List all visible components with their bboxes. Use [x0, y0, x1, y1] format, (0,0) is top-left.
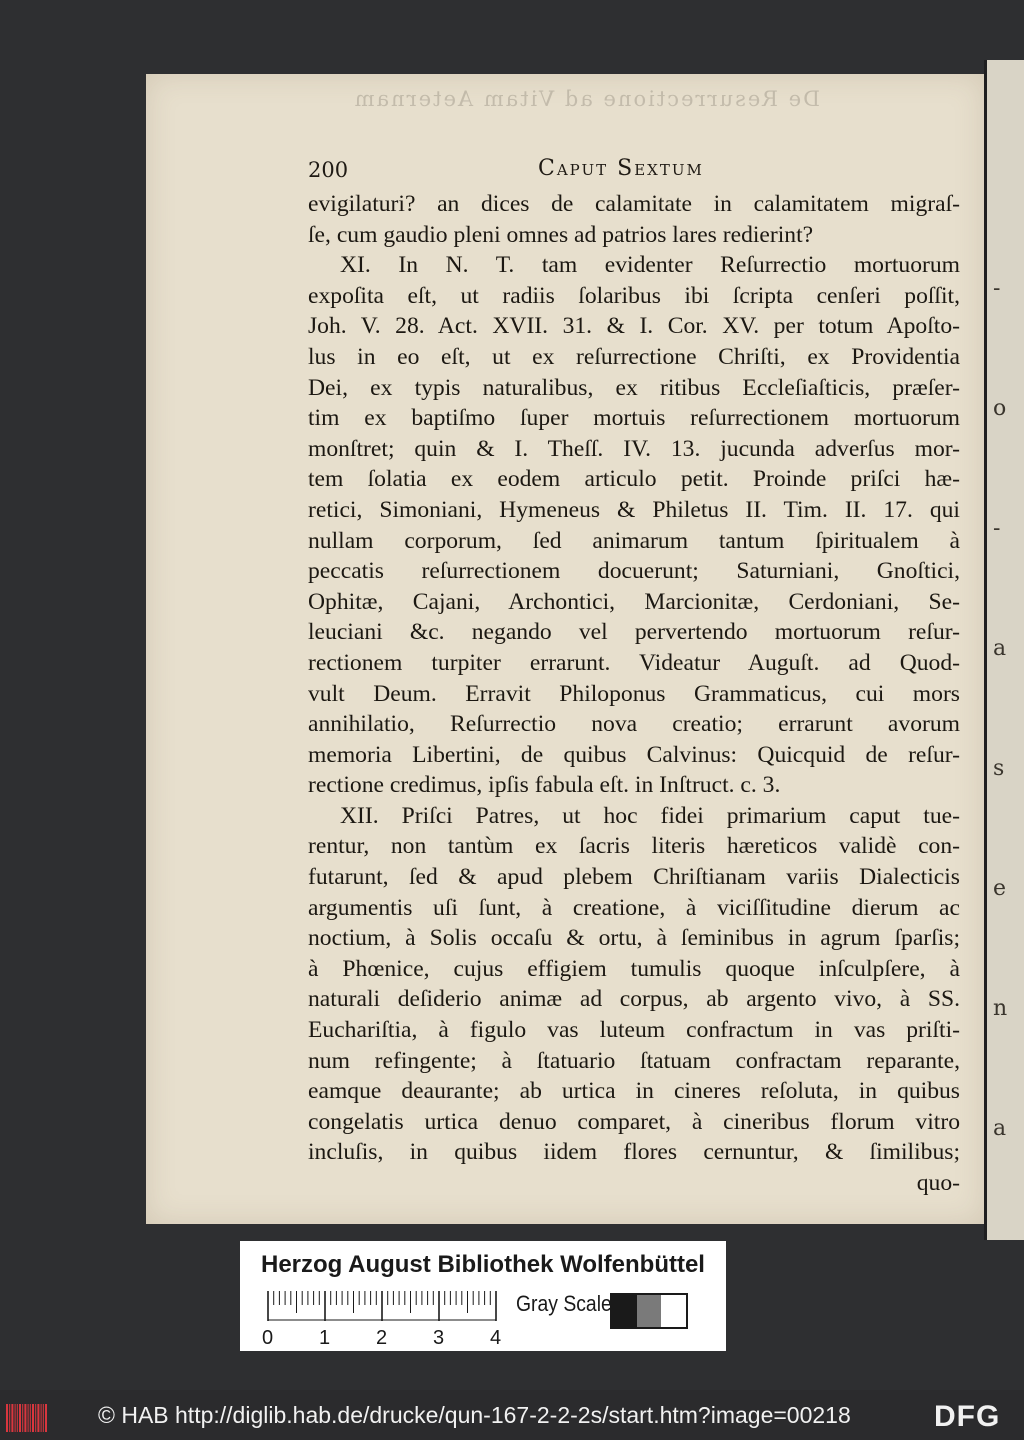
facing-page-fragment: - [993, 276, 1001, 301]
chapter-title: Caput Sextum [538, 156, 704, 181]
text-line: nullam corporum, ſed animarum tantum ſpiritualem à [308, 527, 960, 554]
text-line: quo- [916, 1170, 960, 1196]
library-name: Herzog August Bibliothek Wolfenbüttel [261, 1251, 705, 1278]
ruler-number: 2 [376, 1327, 388, 1349]
text-line: tim ex baptiſmo ſuper mortuis reſurrectionem mortuorum [308, 405, 960, 432]
body-text [308, 189, 960, 1199]
text-line: Joh. V. 28. Act. XVII. 31. & I. Cor. XV. per totum Apoſto- [308, 313, 960, 340]
facing-page-fragment: e [993, 876, 1007, 901]
text-line: rentur, non tantùm ex ſacris literis hæreticos validè con- [308, 833, 960, 860]
ruler-labels [262, 1327, 522, 1347]
facing-page-fragment: - [993, 516, 1001, 541]
page-number: 200 [308, 158, 349, 182]
facing-page-edge [984, 60, 1024, 1240]
text-line: vult Deum. Erravit Philoponus Grammaticus, cui mors [308, 680, 960, 707]
ruler-number: 4 [490, 1327, 502, 1349]
logo-bar [41, 1404, 42, 1432]
text-line: tem ſolatia ex eodem articulo petit. Proinde priſci hæ- [308, 466, 960, 493]
text-line: monſtret; quin & I. Theſſ. IV. 13. jucunda adverſus mor- [308, 435, 960, 462]
text-line: XI. In N. T. tam evidenter Reſurrectio mortuorum [340, 252, 960, 279]
logo-bar [11, 1404, 13, 1432]
hab-barcode-icon [6, 1404, 50, 1432]
logo-bar [28, 1404, 29, 1432]
text-line: Dei, ex typis naturalibus, ex ritibus Eccleſiaſticis, præſer- [308, 374, 960, 401]
text-line: evigilaturi? an dices de calamitate in calamitatem migraſ- [308, 191, 960, 217]
text-line: XII. Priſci Patres, ut hoc fidei primarium caput tue- [340, 802, 960, 829]
text-line: memoria Libertini, de quibus Calvinus: Quicquid de reſur- [308, 741, 960, 768]
text-line: rectionem turpiter errarunt. Videatur Auguſt. ad Quod- [308, 649, 960, 676]
logo-bar [19, 1404, 21, 1432]
text-line: retici, Simoniani, Hymeneus & Philetus II. Tim. II. 17. qui [308, 496, 960, 523]
facing-page-fragment: n [993, 996, 1008, 1021]
text-line: incluſis, in quibus iidem flores cernuntur, & ſimilibus; [308, 1139, 960, 1166]
dfg-logo: DFG [934, 1400, 1001, 1433]
text-line: rectione credimus, ipſis fabula eſt. in Inſtruct. c. 3. [308, 772, 781, 799]
text-line: à Phœnice, cujus effigiem tumulis quoque inſculpſere, à [308, 955, 960, 982]
text-line: annihilatio, Reſurrectio nova creatio; errarunt avorum [308, 711, 960, 738]
text-line: ſe, cum gaudio pleni omnes ad patrios lares redierint? [308, 221, 814, 248]
logo-bar [15, 1404, 16, 1432]
running-head-showthrough: De Resurrectione ad Vitam Aeternam [352, 87, 820, 111]
page-header [308, 158, 958, 188]
text-line: congelatis urtica denuo comparet, à cineribus florum vitro [308, 1108, 960, 1135]
grayscale-swatch [610, 1293, 688, 1329]
grayscale-patch [661, 1295, 686, 1327]
ruler-number: 1 [319, 1327, 331, 1349]
logo-bar [45, 1404, 47, 1432]
logo-bar [35, 1404, 36, 1432]
text-line: noctium, à Solis occaſu & ortu, à ſeminibus in agrum ſparſis; [308, 925, 960, 952]
grayscale-patch [637, 1295, 662, 1327]
ruler-number: 0 [262, 1327, 274, 1349]
library-label-card [240, 1241, 726, 1351]
text-line: num refingente; à ſtatuario ſtatuam confractam reparante, [308, 1047, 960, 1074]
text-line: futarunt, ſed & apud plebem Chriſtianam variis Dialecticis [308, 864, 960, 891]
ruler-scale [266, 1291, 504, 1321]
text-line: argumentis uſi ſunt, à creatione, à viciſſitudine dierum ac [308, 894, 960, 921]
footer-bar [0, 1396, 1024, 1440]
text-line: leuciani &c. negando vel pervertendo mortuorum reſur- [308, 619, 960, 646]
logo-bar [37, 1404, 39, 1432]
text-line: naturali deſiderio animæ ad corpus, ab argento vivo, à SS. [308, 986, 960, 1013]
logo-bar [17, 1404, 18, 1432]
logo-bar [24, 1404, 26, 1432]
facing-page-fragment: a [993, 1116, 1007, 1141]
facing-page-fragment: s [993, 756, 1005, 781]
copyright-link[interactable]: © HAB http://diglib.hab.de/drucke/qun-167-2-2-2s/start.htm?image=00218 [98, 1402, 851, 1428]
text-line: peccatis reſurrectionem docuerunt; Saturniani, Gnoſtici, [308, 558, 960, 585]
logo-bar [30, 1404, 31, 1432]
grayscale-patch [612, 1295, 637, 1327]
logo-bar [43, 1404, 44, 1432]
logo-bar [22, 1404, 23, 1432]
text-line: expoſita eſt, ut radiis ſolaribus ibi ſcripta cenſeri poſſit, [308, 282, 960, 309]
facing-page-fragment: a [993, 636, 1007, 661]
grayscale-label: Gray Scale [516, 1291, 612, 1316]
facing-page-fragment: o [993, 396, 1007, 421]
logo-bar [6, 1404, 8, 1432]
logo-bar [9, 1404, 10, 1432]
text-line: Euchariſtia, à figulo vas luteum confractum in vas priſti- [308, 1017, 960, 1044]
logo-bar [32, 1404, 34, 1432]
text-line: Ophitæ, Cajani, Archontici, Marcionitæ, Cerdoniani, Se- [308, 588, 960, 615]
ruler-number: 3 [433, 1327, 445, 1349]
text-line: eamque deaurante; ab urtica in cineres reſoluta, in quibus [308, 1078, 960, 1105]
text-line: lus in eo eſt, ut ex reſurrectione Chriſti, ex Providentia [308, 343, 960, 370]
